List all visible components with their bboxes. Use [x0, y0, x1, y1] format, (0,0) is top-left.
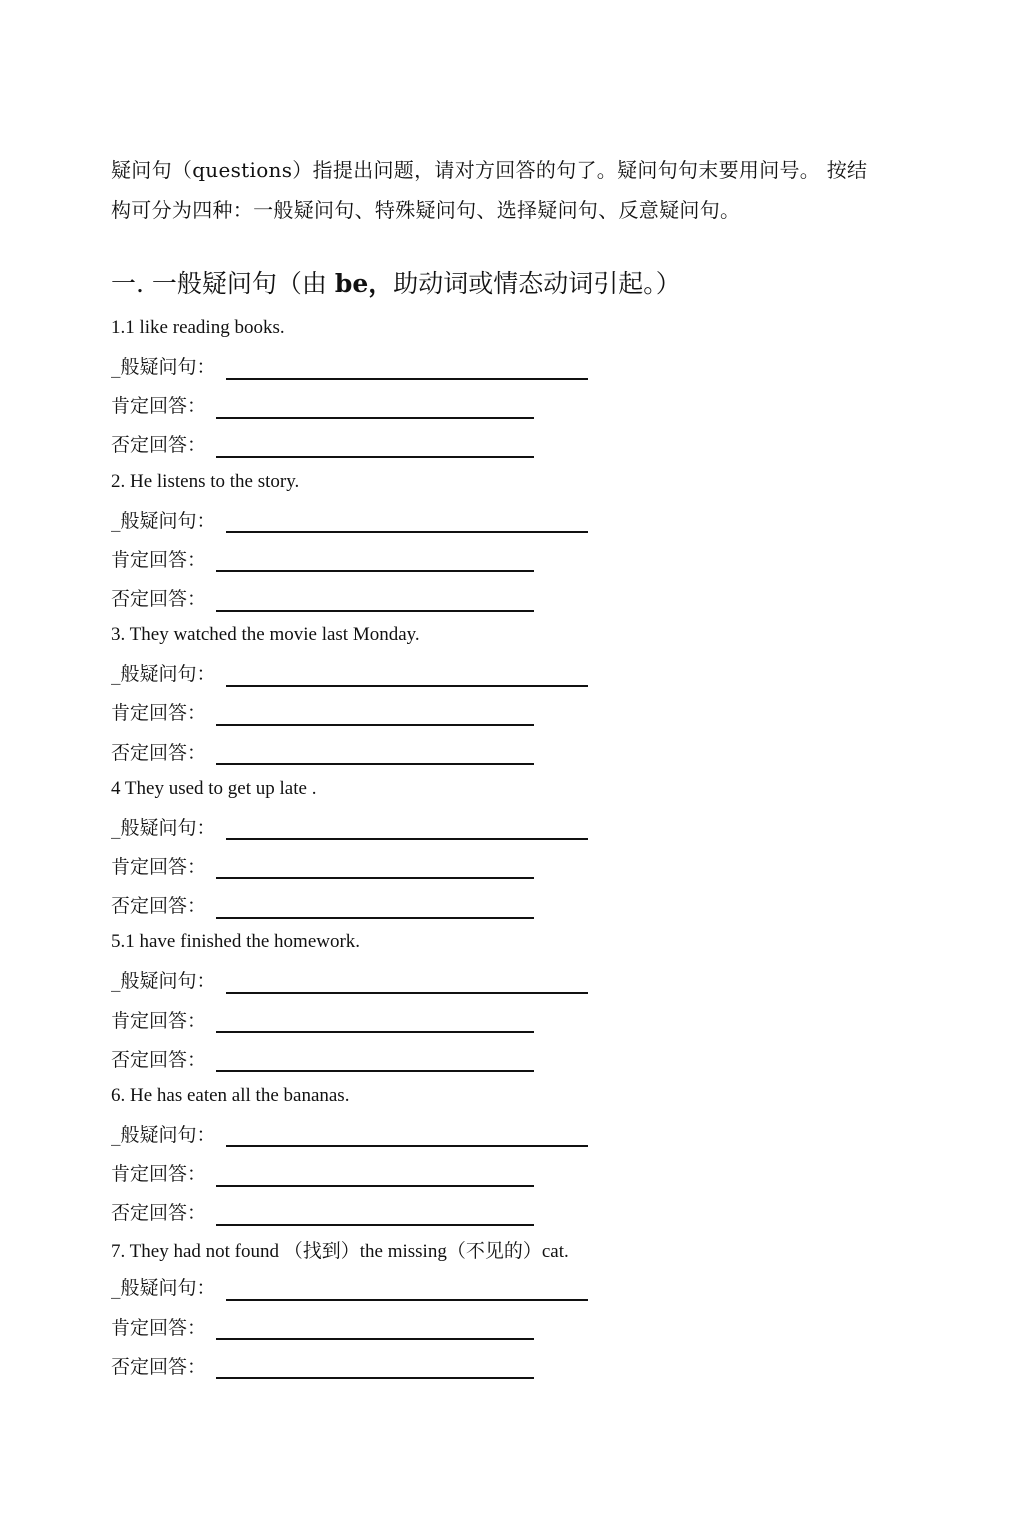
negative-label: 否定回答： [111, 434, 207, 457]
negative-answer-blank[interactable] [216, 1048, 534, 1072]
section-title-bold: be， [334, 269, 394, 298]
negative-row [111, 424, 931, 463]
exercise-item [111, 1078, 931, 1232]
exercise-sentence: 4 They used to get up late . [111, 777, 317, 799]
intro-line-1: 疑问句（questions）指提出问题，请对方回答的句了。疑问句句末要用问号。 按结 [111, 158, 868, 182]
negative-label: 否定回答： [111, 588, 207, 611]
positive-answer-blank[interactable] [216, 702, 534, 726]
negative-answer-blank[interactable] [216, 588, 534, 612]
exercise-item [111, 464, 931, 618]
positive-label: 肯定回答： [111, 1316, 207, 1339]
negative-label: 否定回答： [111, 741, 207, 764]
positive-label: 肯定回答： [111, 855, 207, 878]
positive-answer-blank[interactable] [216, 548, 534, 572]
question-answer-blank[interactable] [226, 970, 588, 994]
question-label: _般疑问句： [111, 356, 216, 379]
question-label: _般疑问句： [111, 1123, 216, 1146]
negative-label: 否定回答： [111, 895, 207, 918]
exercise-item [111, 1231, 931, 1385]
positive-row [111, 1153, 931, 1192]
exercise-sentence: 7. They had not found （找到）the missing（不见的）cat. [111, 1240, 569, 1262]
negative-answer-blank[interactable] [216, 1202, 534, 1226]
question-row [111, 653, 931, 692]
exercise-sentence: 1.1 like reading books. [111, 317, 285, 338]
exercise-sentence: 6. He has eaten all the bananas. [111, 1084, 350, 1106]
positive-label: 肯定回答： [111, 1009, 207, 1032]
question-answer-blank[interactable] [226, 1277, 588, 1301]
positive-label: 肯定回答： [111, 702, 207, 725]
negative-answer-blank[interactable] [216, 434, 534, 458]
positive-row [111, 539, 931, 578]
question-answer-blank[interactable] [226, 356, 588, 380]
positive-row [111, 999, 931, 1038]
positive-row [111, 692, 931, 731]
positive-label: 肯定回答： [111, 548, 207, 571]
question-label: _般疑问句： [111, 970, 216, 993]
question-label: _般疑问句： [111, 509, 216, 532]
negative-label: 否定回答： [111, 1355, 207, 1378]
negative-answer-blank[interactable] [216, 895, 534, 919]
positive-label: 肯定回答： [111, 1163, 207, 1186]
negative-row [111, 1192, 931, 1231]
exercise-item [111, 310, 931, 464]
intro-line-2: 构可分为四种：一般疑问句、特殊疑问句、选择疑问句、反意疑问句。 [111, 198, 741, 222]
positive-row [111, 1307, 931, 1346]
question-label: _般疑问句： [111, 663, 216, 686]
question-answer-blank[interactable] [226, 509, 588, 533]
question-row [111, 960, 931, 999]
section-title [111, 264, 681, 304]
question-row [111, 1114, 931, 1153]
question-row [111, 346, 931, 385]
negative-answer-blank[interactable] [216, 1355, 534, 1379]
exercise-item [111, 924, 931, 1078]
question-label: _般疑问句： [111, 1277, 216, 1300]
exercise-item [111, 771, 931, 925]
negative-label: 否定回答： [111, 1048, 207, 1071]
negative-answer-blank[interactable] [216, 741, 534, 765]
question-answer-blank[interactable] [226, 816, 588, 840]
question-row [111, 807, 931, 846]
positive-row [111, 846, 931, 885]
positive-label: 肯定回答： [111, 395, 207, 418]
negative-row [111, 578, 931, 617]
positive-answer-blank[interactable] [216, 395, 534, 419]
exercise-sentence: 2. He listens to the story. [111, 470, 300, 492]
positive-answer-blank[interactable] [216, 1009, 534, 1033]
question-row [111, 1267, 931, 1306]
section-title-prefix: 一. 一般疑问句（由 [111, 269, 335, 298]
question-answer-blank[interactable] [226, 1123, 588, 1147]
exercise-sentence: 5.1 have finished the homework. [111, 931, 361, 953]
positive-answer-blank[interactable] [216, 1316, 534, 1340]
exercise-item [111, 617, 931, 771]
positive-answer-blank[interactable] [216, 855, 534, 879]
question-answer-blank[interactable] [226, 663, 588, 687]
intro-paragraph [111, 150, 931, 230]
section-title-suffix: 助动词或情态动词引起。） [393, 269, 681, 298]
negative-row [111, 1346, 931, 1385]
positive-row [111, 385, 931, 424]
question-row [111, 500, 931, 539]
negative-row [111, 1039, 931, 1078]
exercise-sentence: 3. They watched the movie last Monday. [111, 624, 420, 646]
negative-label: 否定回答： [111, 1202, 207, 1225]
question-label: _般疑问句： [111, 816, 216, 839]
exercise-list [111, 310, 931, 1385]
positive-answer-blank[interactable] [216, 1163, 534, 1187]
negative-row [111, 732, 931, 771]
negative-row [111, 885, 931, 924]
